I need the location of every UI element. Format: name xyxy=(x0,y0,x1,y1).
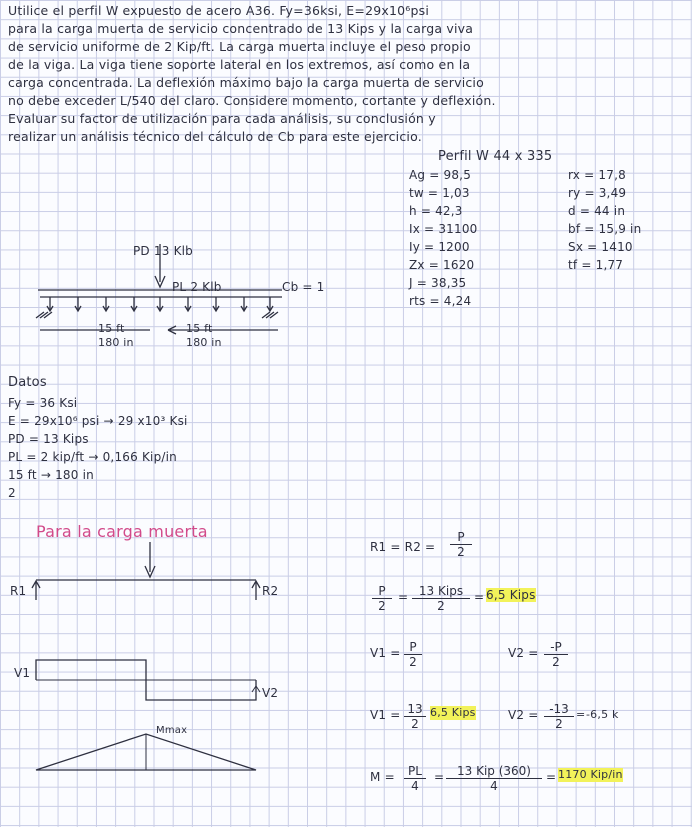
moment-fraction xyxy=(404,764,426,793)
reaction-result: 6,5 Kips xyxy=(486,588,536,602)
v2-lhs: V2 = xyxy=(508,646,539,660)
moment-value-fraction xyxy=(446,764,542,793)
fraction-numerator: -13 xyxy=(544,702,574,717)
v1-result: 6,5 Kips xyxy=(430,706,476,719)
fraction-denominator: 2 xyxy=(552,655,560,669)
dead-load-heading: Para la carga muerta xyxy=(36,522,208,541)
profile-prop-ag: Ag = 98,5 xyxy=(409,168,472,182)
shear-v1-label: V1 xyxy=(14,666,31,680)
profile-prop-tw: tw = 1,03 xyxy=(409,186,470,200)
v1-value-lhs: V1 = xyxy=(370,708,401,722)
reaction-r2-label: R2 xyxy=(262,584,279,598)
fraction-numerator: PL xyxy=(404,764,426,779)
intro-line-4: de la viga. La viga tiene soporte lateral en los extremos, así como en la xyxy=(8,57,471,72)
v2-fraction xyxy=(544,640,568,669)
fraction-numerator: P xyxy=(404,640,422,655)
fraction-numerator: -P xyxy=(544,640,568,655)
span-right-ft: 15 ft xyxy=(186,322,213,335)
fraction-denominator: 4 xyxy=(490,779,498,793)
equals-sign: = xyxy=(398,590,409,604)
profile-prop-rx: rx = 17,8 xyxy=(568,168,626,182)
profile-prop-iy: Iy = 1200 xyxy=(409,240,470,254)
intro-line-2: para la carga muerta de servicio concentrado de 13 Kips y la carga viva xyxy=(8,21,474,36)
distributed-load-arrows xyxy=(47,297,273,311)
left-support xyxy=(36,312,52,318)
equals-sign: = xyxy=(576,708,586,721)
profile-prop-ix: Ix = 31100 xyxy=(409,222,478,236)
fraction-numerator: P xyxy=(450,530,472,545)
point-load-label-pd: PD 13 Klb xyxy=(133,244,193,258)
fraction-numerator: 13 Kip (360) xyxy=(446,764,542,779)
intro-line-7: Evaluar su factor de utilización para cada análisis, su conclusión y xyxy=(8,111,436,126)
load-label-pl: PL 2 Klb xyxy=(172,280,222,294)
datos-line-pl: PL = 2 kip/ft → 0,166 Kip/in xyxy=(8,450,177,464)
datos-heading: Datos xyxy=(8,375,47,390)
profile-prop-ry: ry = 3,49 xyxy=(568,186,627,200)
profile-prop-j: J = 38,35 xyxy=(409,276,467,290)
v2-value-lhs: V2 = xyxy=(508,708,539,722)
datos-line-fy: Fy = 36 Ksi xyxy=(8,396,78,410)
fraction-denominator: 2 xyxy=(437,599,445,613)
intro-line-6: no debe exceder L/540 del claro. Considere momento, cortante y deflexión. xyxy=(8,93,496,108)
reactions-lhs: R1 = R2 = xyxy=(370,540,436,554)
equals-sign: = xyxy=(546,770,557,784)
equals-sign: = xyxy=(474,590,485,604)
fraction-numerator: 13 Kips xyxy=(412,584,470,599)
moment-max-label: Mmax xyxy=(156,725,188,736)
span-left-in: 180 in xyxy=(98,336,134,349)
v2-value-fraction xyxy=(544,702,574,731)
profile-prop-h: h = 42,3 xyxy=(409,204,463,218)
profile-prop-rts: rts = 4,24 xyxy=(409,294,472,308)
intro-line-5: carga concentrada. La deflexión máximo bajo la carga muerta de servicio xyxy=(8,75,484,90)
profile-title: Perfil W 44 x 335 xyxy=(438,149,553,164)
reaction-r1-label: R1 xyxy=(10,584,27,598)
fraction-denominator: 2 xyxy=(378,599,386,613)
profile-prop-tf: tf = 1,77 xyxy=(568,258,624,272)
moment-lhs: M = xyxy=(370,770,395,784)
span-left-ft: 15 ft xyxy=(98,322,125,335)
fraction-numerator: P xyxy=(372,584,392,599)
datos-line-span: 15 ft → 180 in xyxy=(8,468,94,482)
v1-lhs: V1 = xyxy=(370,646,401,660)
fraction-denominator: 4 xyxy=(411,779,419,793)
fraction-denominator: 2 xyxy=(457,545,465,559)
right-support xyxy=(262,312,278,318)
profile-prop-bf: bf = 15,9 in xyxy=(568,222,642,236)
fraction-denominator: 2 xyxy=(411,717,419,731)
span-right-in: 180 in xyxy=(186,336,222,349)
profile-prop-d: d = 44 in xyxy=(568,204,626,218)
fraction-numerator: 13 xyxy=(404,702,426,717)
v1-value-fraction xyxy=(404,702,426,731)
v2-result: -6,5 k xyxy=(586,708,619,721)
cb-label: Cb = 1 xyxy=(282,280,325,294)
profile-prop-zx: Zx = 1620 xyxy=(409,258,475,272)
intro-line-1: Utilice el perfil W expuesto de acero A36. Fy=36ksi, E=29x10⁶psi xyxy=(8,3,430,18)
equals-sign: = xyxy=(434,770,445,784)
p-over-2-fraction xyxy=(372,584,392,613)
intro-line-8: realizar un análisis técnico del cálculo de Cb para este ejercicio. xyxy=(8,129,422,144)
moment-result: 1170 Kip/in xyxy=(558,768,623,781)
shear-v2-label: V2 xyxy=(262,686,279,700)
v1-fraction xyxy=(404,640,422,669)
fraction-denominator: 2 xyxy=(409,655,417,669)
profile-prop-sx: Sx = 1410 xyxy=(568,240,633,254)
fraction-denominator: 2 xyxy=(555,717,563,731)
datos-line-2: 2 xyxy=(8,486,16,500)
p-value-fraction xyxy=(412,584,470,613)
datos-line-e: E = 29x10⁶ psi → 29 x10³ Ksi xyxy=(8,414,188,428)
datos-line-pd: PD = 13 Kips xyxy=(8,432,89,446)
reactions-fraction xyxy=(450,530,472,559)
intro-line-3: de servicio uniforme de 2 Kip/ft. La carga muerta incluye el peso propio xyxy=(8,39,471,54)
